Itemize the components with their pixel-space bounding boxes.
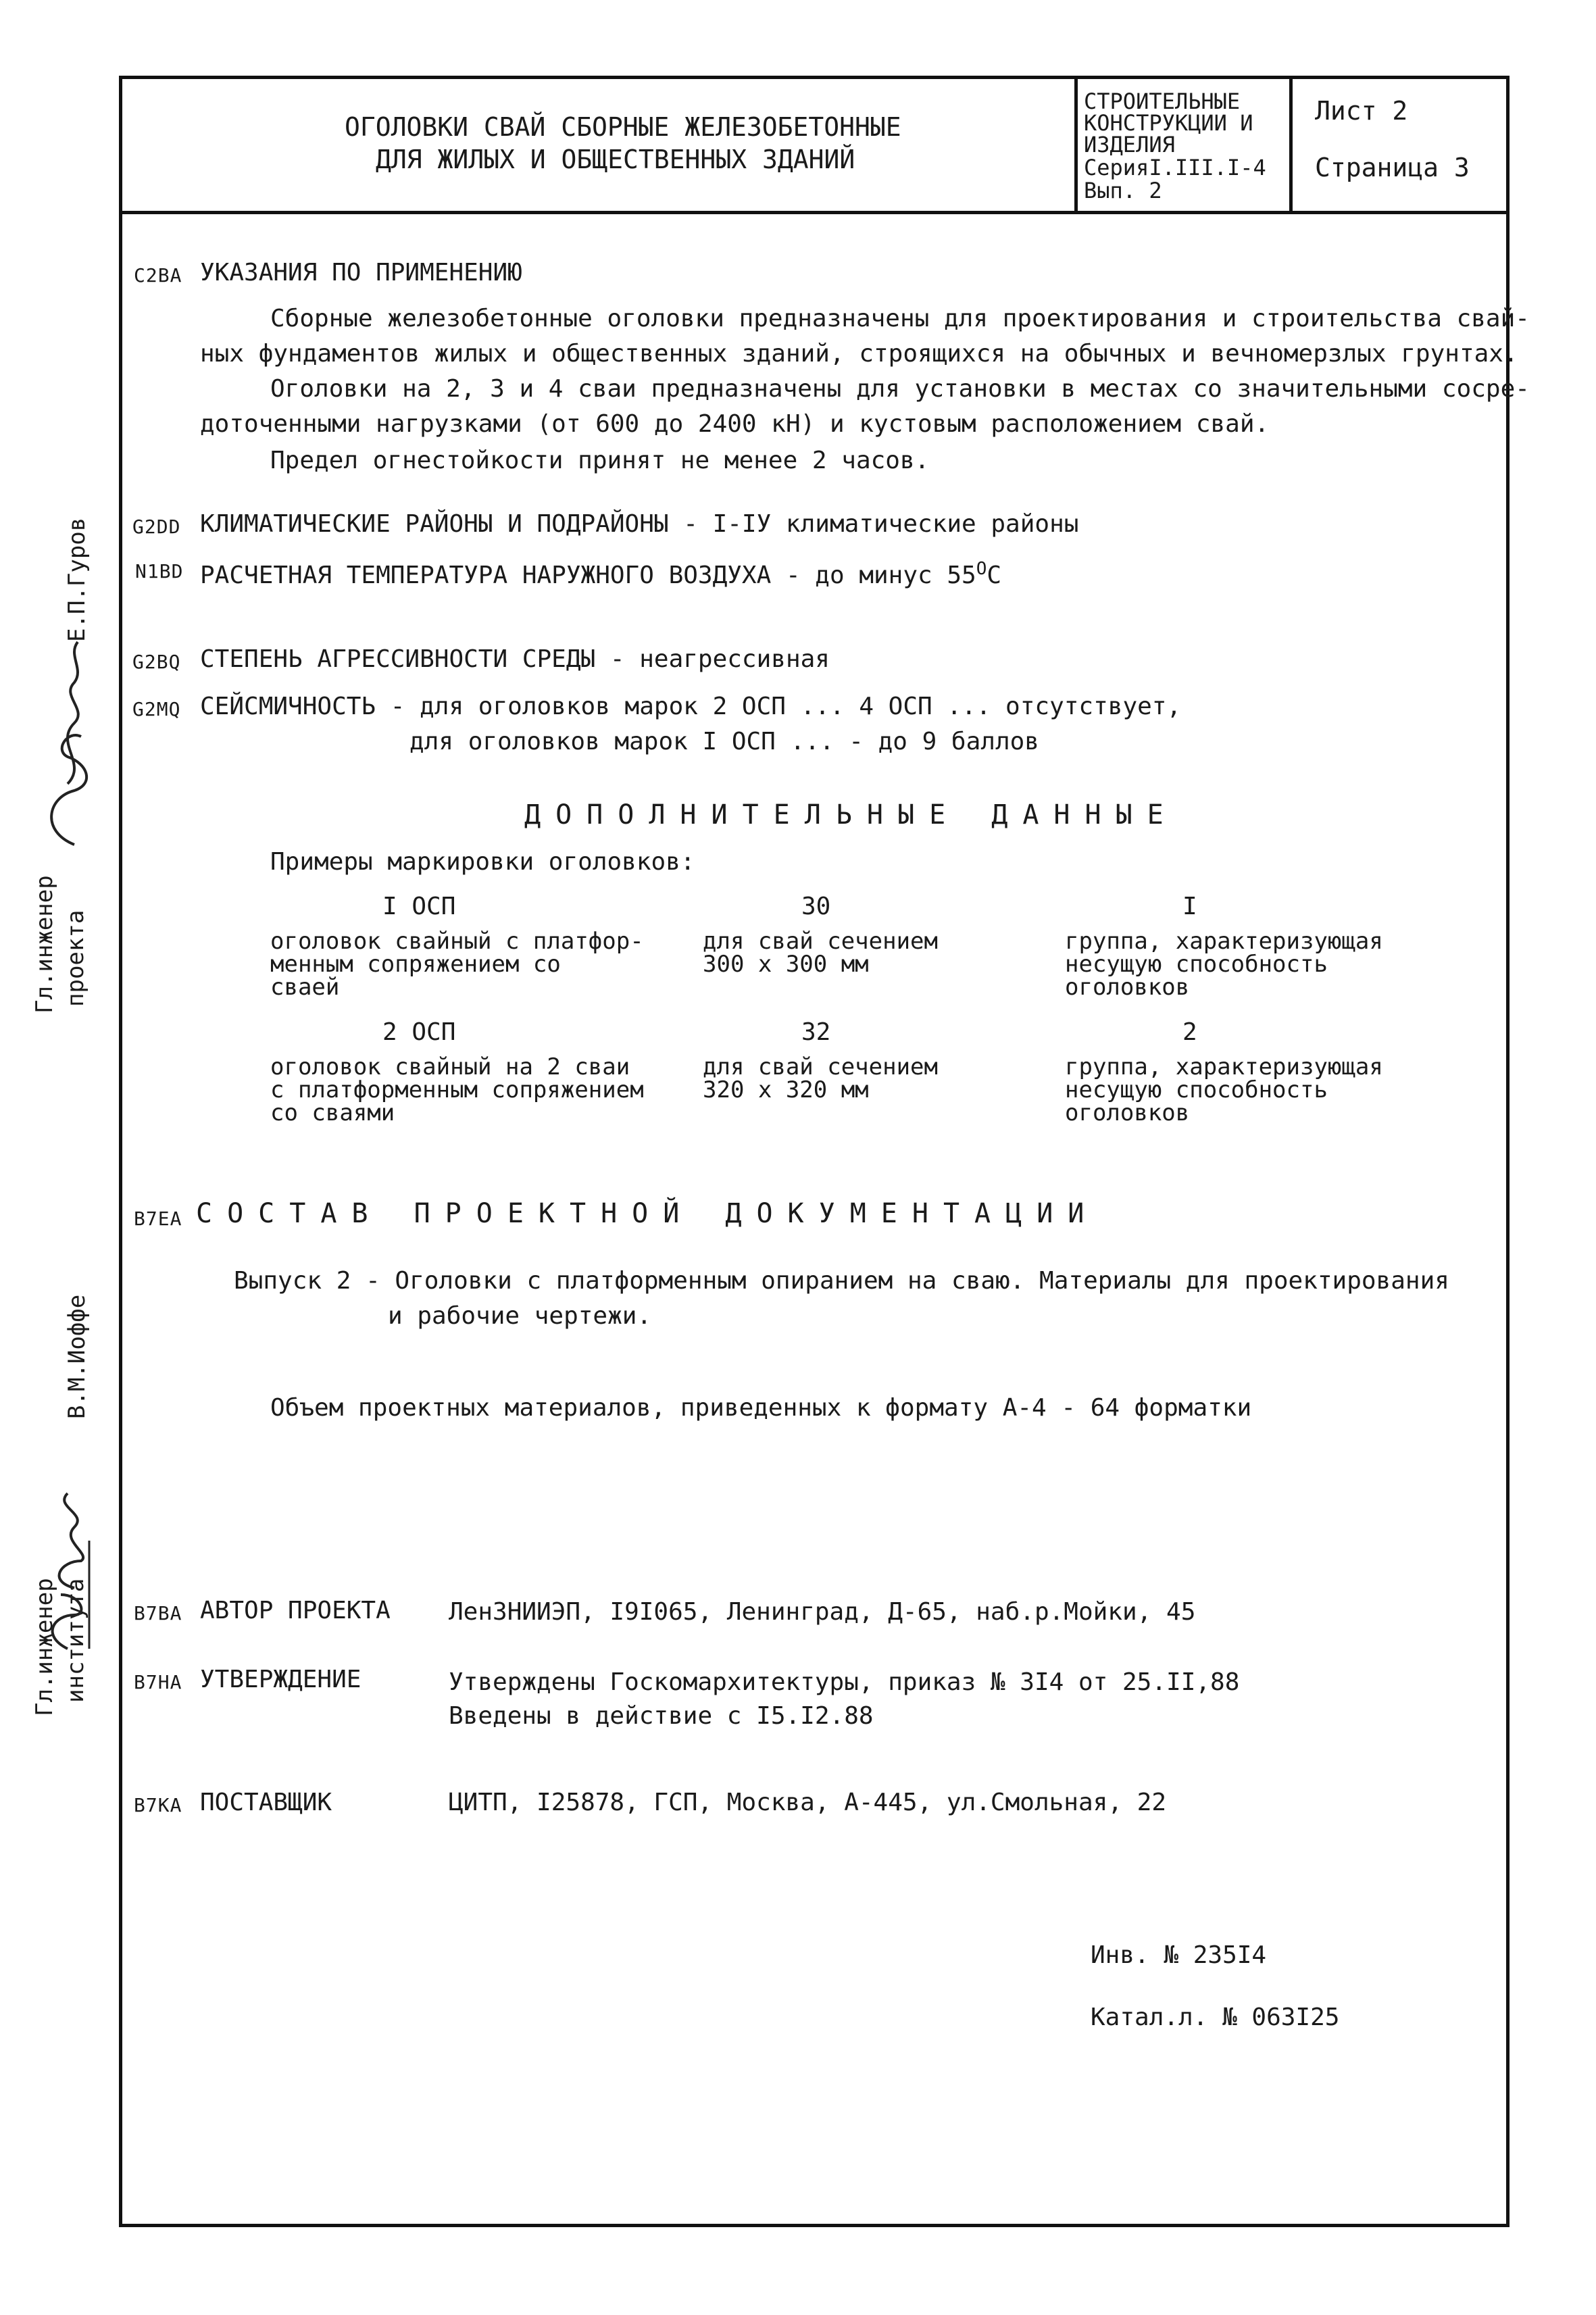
page-number: Страница 3	[1315, 153, 1470, 182]
composition-volume: Объем проектных материалов, приведенных к формату А-4 - 64 форматки	[270, 1394, 1252, 1422]
temperature-text: РАСЧЕТНАЯ ТЕМПЕРАТУРА НАРУЖНОГО ВОЗДУХА - до минус $55^ОС$	[200, 559, 1002, 589]
margin-institute: института	[62, 1578, 89, 1703]
series-line5: Вып. 2	[1084, 178, 1162, 203]
margin-gl-engineer-project: Гл.инженер	[31, 875, 58, 1014]
ex2-a3: со сваями	[270, 1099, 395, 1126]
series-line4: СерияI.III.I-4	[1084, 155, 1266, 180]
author-code: B7BA	[134, 1602, 182, 1624]
ex2-b-head: 32	[801, 1018, 831, 1046]
ex1-a1: оголовок свайный с платфор-	[270, 928, 644, 955]
ex1-c1: группа, характеризующая	[1065, 928, 1383, 955]
ex2-b1: для свай сечением	[703, 1053, 938, 1080]
composition-title: СОСТАВ ПРОЕКТНОЙ ДОКУМЕНТАЦИИ	[196, 1198, 1099, 1229]
ex2-a2: с платформенным сопряжением	[270, 1076, 644, 1103]
ex2-c-head: 2	[1182, 1018, 1197, 1046]
margin-name-ioffe: В.М.Иоффе	[64, 1294, 91, 1419]
usage-title: УКАЗАНИЯ ПО ПРИМЕНЕНИЮ	[200, 259, 522, 287]
series-line3: ИЗДЕЛИЯ	[1084, 132, 1175, 157]
ex1-b1: для свай сечением	[703, 928, 938, 955]
aggression-text: СТЕПЕНЬ АГРЕССИВНОСТИ СРЕДЫ - неагрессивная	[200, 645, 830, 673]
usage-p3: Предел огнестойкости принят не менее 2 часов.	[270, 447, 930, 474]
ex1-c-head: I	[1182, 893, 1197, 920]
composition-line1: Выпуск 2 - Оголовки с платформенным опиранием на сваю. Материалы для проектирования	[234, 1267, 1449, 1295]
usage-p2-line1: Оголовки на 2, 3 и 4 сваи предназначены для установки в местах со значительными сосре-	[270, 375, 1530, 403]
series-line1: СТРОИТЕЛЬНЫЕ	[1084, 89, 1241, 114]
climate-text: КЛИМАТИЧЕСКИЕ РАЙОНЫ И ПОДРАЙОНЫ - I-IУ климатические районы	[200, 510, 1079, 538]
seismic-line2: для оголовков марок I ОСП ... - до 9 баллов	[409, 728, 1039, 755]
author-label: АВТОР ПРОЕКТА	[200, 1597, 391, 1624]
signature-gurov	[27, 628, 101, 851]
additional-intro: Примеры маркировки оголовков:	[270, 848, 695, 876]
sheet-number: Лист 2	[1315, 96, 1408, 126]
inventory-number: Инв. № 235I4	[1091, 1941, 1267, 1969]
usage-code: C2BA	[134, 264, 182, 287]
signature-ioffe	[27, 1480, 101, 1656]
seismic-line1: СЕЙСМИЧНОСТЬ - для оголовков марок 2 ОСП ... 4 ОСП ... отсутствует,	[200, 693, 1182, 720]
ex1-a3: сваей	[270, 974, 340, 1001]
approval-line1: Утверждены Госкомархитектуры, приказ № 3I4 от 25.II,88	[449, 1668, 1240, 1696]
margin-gl-engineer-institute: Гл.инженер	[31, 1578, 58, 1716]
catalog-number: Катал.л. № 063I25	[1091, 2003, 1340, 2031]
ex2-a-head: 2 ОСП	[382, 1018, 456, 1046]
ex2-a1: оголовок свайный на 2 сваи	[270, 1053, 630, 1080]
usage-p1-line2: ных фундаментов жилых и общественных зданий, строящихся на обычных и вечномерзлых грунтах.	[200, 340, 1518, 368]
approval-code: B7HA	[134, 1671, 182, 1693]
climate-code: G2DD	[132, 516, 181, 538]
ex1-a-head: I ОСП	[382, 893, 456, 920]
ex1-c3: оголовков	[1065, 974, 1190, 1001]
ex1-c2: несущую способность	[1065, 951, 1328, 978]
series-line2: КОНСТРУКЦИИ И	[1084, 110, 1253, 136]
ex1-b2: 300 х 300 мм	[703, 951, 869, 978]
doc-title-line2: ДЛЯ ЖИЛЫХ И ОБЩЕСТВЕННЫХ ЗДАНИЙ	[376, 145, 855, 174]
ex1-a2: менным сопряжением со	[270, 951, 561, 978]
additional-title: ДОПОЛНИТЕЛЬНЫЕ ДАННЫЕ	[524, 799, 1178, 830]
doc-title-line1: ОГОЛОВКИ СВАЙ СБОРНЫЕ ЖЕЛЕЗОБЕТОННЫЕ	[345, 112, 901, 142]
supplier-code: B7KA	[134, 1794, 182, 1816]
supplier-label: ПОСТАВЩИК	[200, 1789, 332, 1816]
ex1-b-head: 30	[801, 893, 831, 920]
header-col-divider-2	[1289, 76, 1293, 214]
author-text: ЛенЗНИИЭП, I9I065, Ленинград, Д-65, наб.р.Мойки, 45	[449, 1598, 1196, 1626]
usage-p2-line2: доточенными нагрузками (от 600 до 2400 кН) и кустовым расположением свай.	[200, 410, 1270, 438]
composition-code: B7EA	[134, 1208, 182, 1230]
temperature-code: N1BD	[135, 560, 184, 582]
composition-line2: и рабочие чертежи.	[388, 1302, 652, 1330]
aggression-code: G2BQ	[132, 651, 181, 673]
usage-p1-line1: Сборные железобетонные оголовки предназначены для проектирования и строительства свай-	[270, 305, 1530, 332]
seismic-code: G2MQ	[132, 698, 181, 720]
ex2-c3: оголовков	[1065, 1099, 1190, 1126]
margin-name-gurov: Е.П.Гуров	[64, 517, 91, 642]
approval-line2: Введены в действие с I5.I2.88	[449, 1702, 874, 1730]
ex2-c2: несущую способность	[1065, 1076, 1328, 1103]
ex2-c1: группа, характеризующая	[1065, 1053, 1383, 1080]
approval-label: УТВЕРЖДЕНИЕ	[200, 1666, 361, 1693]
header-divider	[119, 211, 1510, 214]
header-col-divider-1	[1074, 76, 1078, 214]
margin-project: проекта	[62, 910, 89, 1007]
supplier-text: ЦИТП, I25878, ГСП, Москва, А-445, ул.Смольная, 22	[449, 1789, 1167, 1816]
ex2-b2: 320 х 320 мм	[703, 1076, 869, 1103]
